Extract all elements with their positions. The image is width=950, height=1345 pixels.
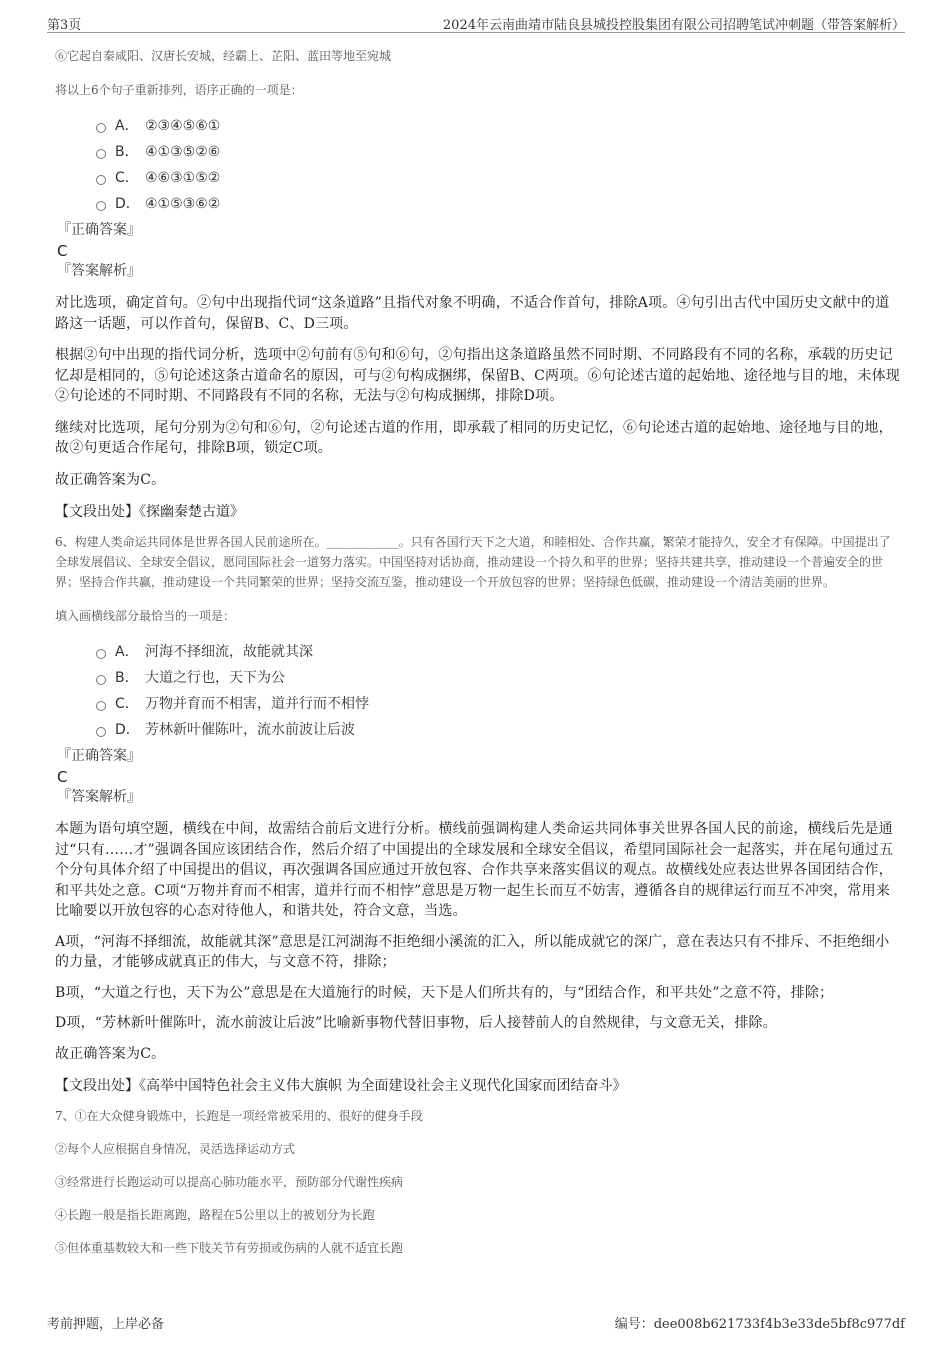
q6-answer: C: [57, 768, 68, 786]
radio-icon[interactable]: [96, 675, 106, 685]
radio-icon[interactable]: [96, 649, 106, 659]
q5-sentence-6: ⑥它起自秦咸阳、汉唐长安城，经霸上、芷阳、蓝田等地至宛城: [55, 49, 392, 63]
radio-icon[interactable]: [96, 149, 106, 159]
q5-analysis-tag: 『答案解析』: [57, 263, 141, 279]
radio-icon[interactable]: [96, 201, 106, 211]
q6-analysis-1: 本题为语句填空题，横线在中间，故需结合前后文进行分析。横线前强调构建人类命运共同体事关世界各国人民的前途，横线后先是通过“只有……才”强调各国应该团结合作，然后介绍了中国提出的全球发展和全球安全倡议，希望同国际社会一起落实，并在尾句通过五个分句具体介绍了中国提出的倡议，再次强调各国应通过开放包容、合作共享来落实倡议的观点。故横线处应表达世界各国团结合作，和平共处之意。C项“万物并育而不相害，道并行而不相悖”意思是万物一起生长而互不妨害，遵循各自的规律运行而互不冲突，常用来比喻要以开放包容的心态对待他人，和谐共处，符合文意，当选。: [55, 821, 894, 919]
q6-option-a[interactable]: A． 河海不择细流，故能就其深: [55, 640, 900, 666]
q6-analysis-5: 故正确答案为C。: [55, 1045, 166, 1062]
q5-option-a[interactable]: A． ②③④⑤⑥①: [55, 114, 900, 140]
q5-analysis-4: 故正确答案为C。: [55, 471, 166, 488]
q5-analysis-1: 对比选项，确定首句。②句中出现指代词“这条道路”且指代对象不明确，不适合作首句，排除A项。④句引出古代中国历史文献中的道路这一话题，可以作首句，保留B、C、D三项。: [55, 295, 890, 332]
q5-option-c[interactable]: C． ④⑥③①⑤②: [55, 166, 900, 192]
footer-id: 编号：dee008b621733f4b3e33de5bf8c977df: [614, 1317, 905, 1332]
q7-sentence-2: ②每个人应根据自身情况，灵活选择运动方式: [55, 1142, 296, 1156]
q6-options: [55, 640, 900, 744]
document-title: 2024年云南曲靖市陆良县城投控股集团有限公司招聘笔试冲刺题（带答案解析）: [442, 18, 905, 33]
q5-answer: C: [57, 242, 68, 260]
q6-analysis-4: D项，“芳林新叶催陈叶，流水前波让后波”比喻新事物代替旧事物，后人接替前人的自然规律，与文意无关，排除。: [55, 1015, 777, 1031]
q6-option-d[interactable]: D． 芳林新叶催陈叶，流水前波让后波: [55, 718, 900, 744]
q5-answer-tag: 『正确答案』: [57, 222, 141, 238]
q6-analysis-tag: 『答案解析』: [57, 789, 141, 805]
q6-source: 【文段出处】《高举中国特色社会主义伟大旗帜 为全面建设社会主义现代化国家而团结奋斗》: [55, 1078, 627, 1094]
radio-icon[interactable]: [96, 175, 106, 185]
q5-option-d[interactable]: D． ④①⑤③⑥②: [55, 192, 900, 218]
page-header: [47, 12, 905, 33]
q5-option-b[interactable]: B． ④①③⑤②⑥: [55, 140, 900, 166]
q5-prompt: 将以上6个句子重新排列，语序正确的一项是：: [55, 83, 303, 97]
q6-answer-tag: 『正确答案』: [57, 748, 141, 764]
q6-prompt: 填入画横线部分最恰当的一项是：: [55, 609, 236, 623]
q5-options: [55, 114, 900, 218]
q6-option-c[interactable]: C． 万物并育而不相害，道并行而不相悖: [55, 692, 900, 718]
radio-icon[interactable]: [96, 701, 106, 711]
q7-sentence-5: ⑤但体重基数较大和一些下肢关节有劳损或伤病的人就不适宜长跑: [55, 1241, 404, 1255]
q7-sentence-1: 7、①在大众健身锻炼中，长跑是一项经常被采用的、很好的健身手段: [55, 1109, 423, 1123]
document-content: [55, 44, 900, 1258]
q6-analysis-3: B项，“大道之行也，天下为公”意思是在大道施行的时候，天下是人们所共有的，与“团结合作，和平共处”之意不符，排除；: [55, 984, 834, 1001]
radio-icon[interactable]: [96, 727, 106, 737]
q6-analysis-2: A项，“河海不择细流，故能就其深”意思是江河湖海不拒绝细小溪流的汇入，所以能成就它的深广，意在表达只有不排斥、不拒绝细小的力量，才能够成就真正的伟大，与文意不符，排除；: [55, 933, 890, 970]
q6-stem: 6、构建人类命运共同体是世界各国人民前途所在。____________。只有各国行天下之大道，和睦相处、合作共赢，繁荣才能持久，安全才有保障。中国提出了全球发展倡议、全球安全倡议，愿同国际社会一道努力落实。中国坚持对话协商，推动建设一个持久和平的世界；坚持共建共享，推动建设一个普遍安全的世界；坚持合作共赢，推动建设一个共同繁荣的世界；坚持交流互鉴，推动建设一个开放包容的世界；坚持绿色低碳，推动建设一个清洁美丽的世界。: [55, 535, 891, 589]
page-number: 第3页: [47, 18, 82, 33]
radio-icon[interactable]: [96, 123, 106, 133]
q5-analysis-2: 根据②句中出现的指代词分析，选项中②句前有⑤句和⑥句，②句指出这条道路虽然不同时期、不同路段有不同的名称，承载的历史记忆却是相同的，⑤句论述这条古道命名的原因，可与②句构成捆绑，保留B、C两项。⑥句论述古道的起始地、途径地与目的地，未体现②句论述的不同时期、不同路段有不同的名称，无法与②句构成捆绑，排除D项。: [55, 347, 900, 404]
q7-sentence-4: ④长跑一般是指长距离跑，路程在5公里以上的被划分为长跑: [55, 1208, 375, 1222]
q5-source: 【文段出处】《探幽秦楚古道》: [55, 504, 244, 520]
q7-sentence-3: ③经常进行长跑运动可以提高心肺功能水平，预防部分代谢性疾病: [55, 1175, 404, 1189]
q6-option-b[interactable]: B． 大道之行也，天下为公: [55, 666, 900, 692]
q5-analysis-3: 继续对比选项，尾句分别为②句和⑥句，②句论述古道的作用，即承载了相同的历史记忆，⑥句论述古道的起始地、途径地与目的地，故②句更适合作尾句，排除B项，锁定C项。: [55, 419, 893, 456]
footer-slogan: 考前押题，上岸必备: [47, 1317, 165, 1332]
